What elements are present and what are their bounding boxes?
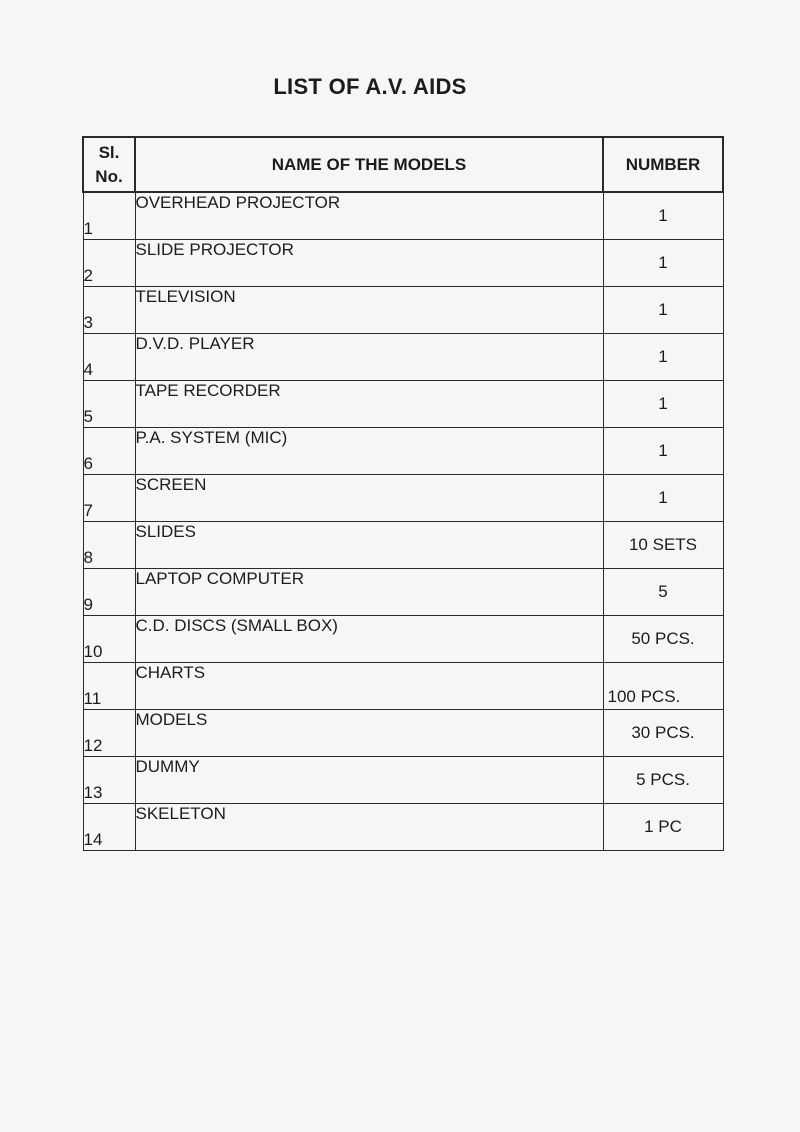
table-row (83, 474, 723, 521)
cell-sl-no: 13 (83, 756, 135, 803)
cell-sl-no: 10 (83, 615, 135, 662)
cell-model-name: P.A. SYSTEM (MIC) (135, 427, 603, 474)
cell-model-name: MODELS (135, 709, 603, 756)
cell-model-name: LAPTOP COMPUTER (135, 568, 603, 615)
table-row (83, 803, 723, 850)
cell-number: 1 (603, 380, 723, 427)
cell-number: 1 (603, 239, 723, 286)
table-row (83, 662, 723, 709)
cell-sl-no: 9 (83, 568, 135, 615)
cell-sl-no: 6 (83, 427, 135, 474)
cell-sl-no: 12 (83, 709, 135, 756)
cell-model-name: TELEVISION (135, 286, 603, 333)
table-row (83, 239, 723, 286)
cell-sl-no: 8 (83, 521, 135, 568)
cell-sl-no: 1 (83, 192, 135, 239)
cell-number: 1 (603, 474, 723, 521)
cell-number: 5 (603, 568, 723, 615)
cell-model-name: SLIDE PROJECTOR (135, 239, 603, 286)
table-row (83, 380, 723, 427)
cell-sl-no: 5 (83, 380, 135, 427)
table-row (83, 568, 723, 615)
cell-number: 10 SETS (603, 521, 723, 568)
cell-model-name: DUMMY (135, 756, 603, 803)
cell-number: 1 PC (603, 803, 723, 850)
cell-sl-no: 7 (83, 474, 135, 521)
page-title: LIST OF A.V. AIDS (273, 74, 467, 99)
table-row (83, 286, 723, 333)
cell-number: 50 PCS. (603, 615, 723, 662)
av-aids-table (82, 136, 724, 851)
table-row (83, 521, 723, 568)
cell-model-name: D.V.D. PLAYER (135, 333, 603, 380)
cell-model-name: OVERHEAD PROJECTOR (135, 192, 603, 239)
cell-model-name: SLIDES (135, 521, 603, 568)
cell-model-name: TAPE RECORDER (135, 380, 603, 427)
table-header-row (83, 137, 723, 192)
header-sl-no-line1: Sl. (98, 142, 120, 162)
cell-number: 5 PCS. (603, 756, 723, 803)
cell-sl-no: 2 (83, 239, 135, 286)
cell-number: 1 (603, 286, 723, 333)
cell-number: 1 (603, 427, 723, 474)
table-row (83, 709, 723, 756)
table-row (83, 192, 723, 239)
cell-sl-no: 3 (83, 286, 135, 333)
header-sl-no (83, 137, 135, 192)
cell-number: 1 (603, 192, 723, 239)
cell-number: 100 PCS. (603, 662, 723, 709)
header-name-of-models: NAME OF THE MODELS (135, 137, 603, 192)
cell-number: 30 PCS. (603, 709, 723, 756)
header-number: NUMBER (603, 137, 723, 192)
cell-model-name: CHARTS (135, 662, 603, 709)
cell-sl-no: 14 (83, 803, 135, 850)
cell-model-name: C.D. DISCS (SMALL BOX) (135, 615, 603, 662)
table-row (83, 615, 723, 662)
table-row (83, 756, 723, 803)
header-sl-no-line2: No. (95, 166, 123, 186)
table-row (83, 427, 723, 474)
cell-number: 1 (603, 333, 723, 380)
table-row (83, 333, 723, 380)
cell-sl-no: 4 (83, 333, 135, 380)
cell-model-name: SKELETON (135, 803, 603, 850)
cell-model-name: SCREEN (135, 474, 603, 521)
cell-sl-no: 11 (83, 662, 135, 709)
